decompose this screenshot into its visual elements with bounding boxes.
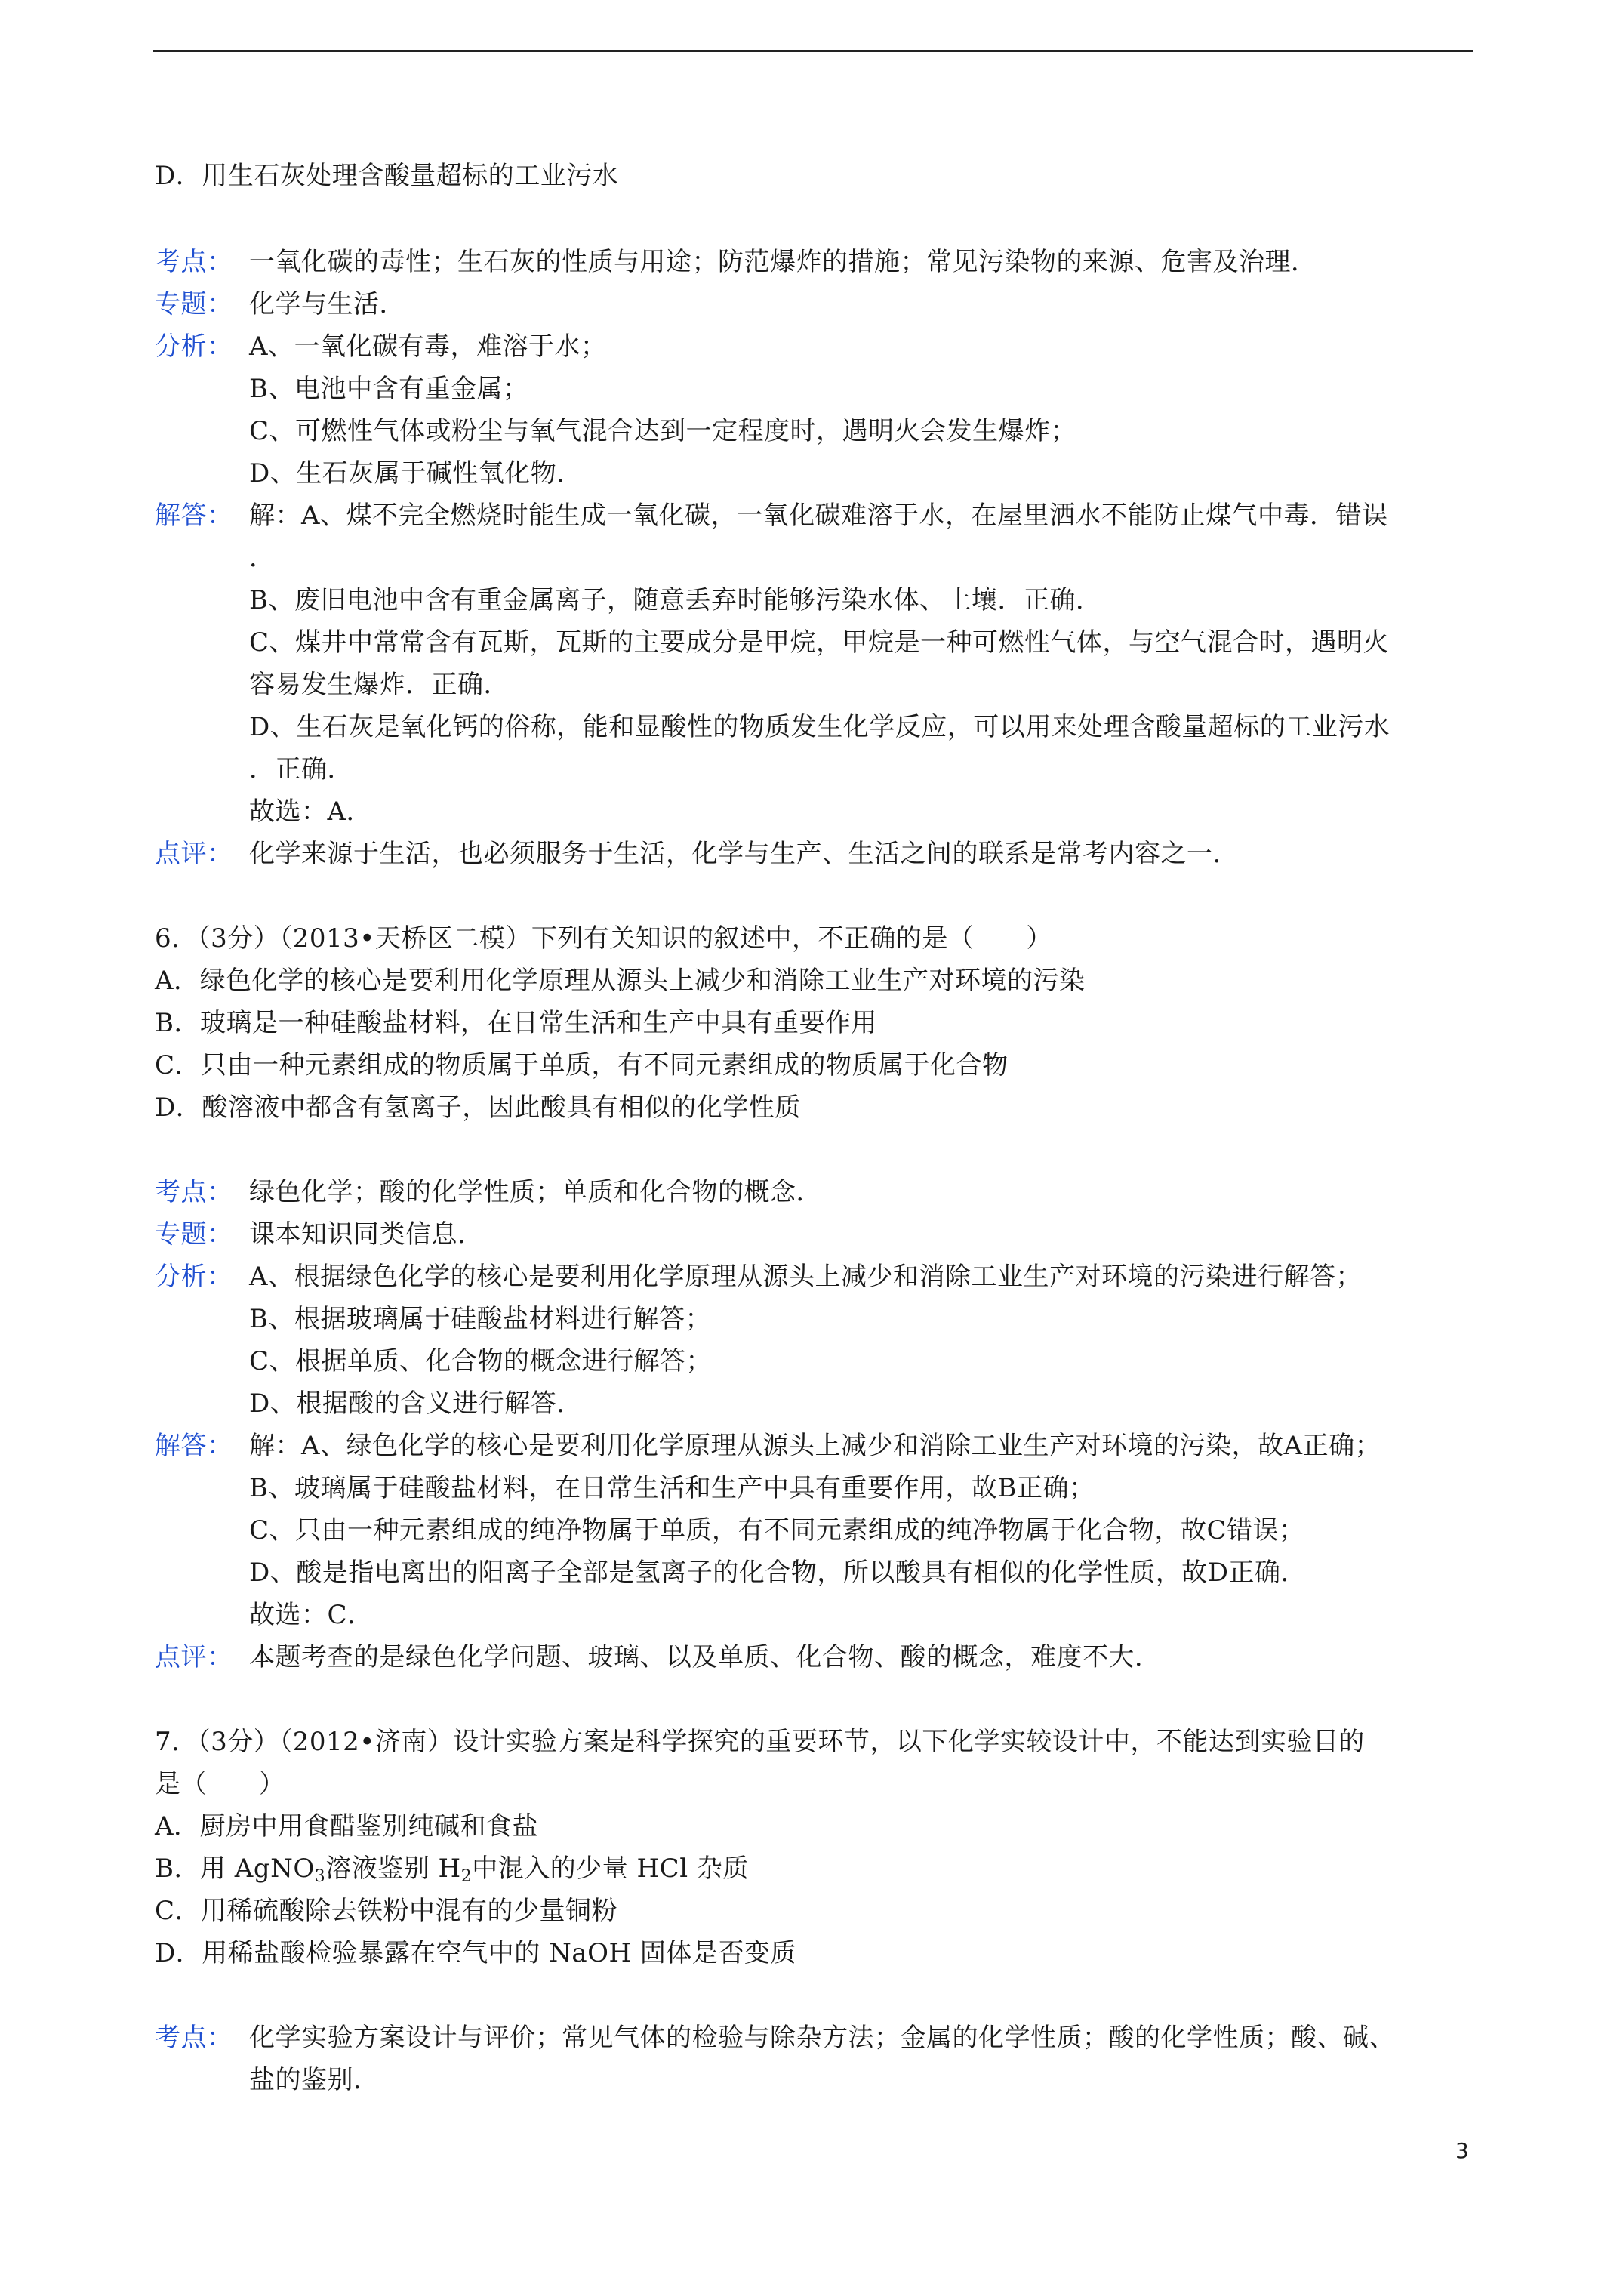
- q5-jieda-line: 故选：A．: [249, 797, 373, 827]
- q5-jieda-line: ．: [249, 543, 276, 573]
- q6-fenxi-line: D、根据酸的含义进行解答．: [249, 1388, 583, 1419]
- q5-option-d: D．用生石灰处理含酸量超标的工业污水: [155, 161, 619, 191]
- q5-fenxi-label: 分析：: [155, 331, 233, 362]
- q5-dianping-label: 点评：: [155, 839, 233, 869]
- q6-stem: 6．（3分）（2013•天桥区二模）下列有关知识的叙述中，不正确的是（ ）: [155, 923, 1052, 954]
- q5-zhuanti-text: 化学与生活．: [249, 289, 405, 319]
- q6-option-b: B．玻璃是一种硅酸盐材料，在日常生活和生产中具有重要作用: [155, 1008, 877, 1038]
- q6-kaodian-label: 考点：: [155, 1177, 233, 1207]
- q5-jieda-line: 解：A、煤不完全燃烧时能生成一氧化碳，一氧化碳难溶于水，在屋里洒水不能防止煤气中毒．错误: [249, 501, 1388, 531]
- q6-zhuanti-label: 专题：: [155, 1219, 233, 1250]
- q6-option-a: A．绿色化学的核心是要利用化学原理从源头上减少和消除工业生产对环境的污染: [155, 966, 1086, 996]
- q7-kaodian-line2: 盐的鉴别．: [249, 2065, 380, 2095]
- q5-jieda-label: 解答：: [155, 501, 233, 531]
- q6-zhuanti-text: 课本知识同类信息．: [249, 1219, 484, 1250]
- q5-dianping-text: 化学来源于生活，也必须服务于生活，化学与生产、生活之间的联系是常考内容之一．: [249, 839, 1239, 869]
- page-number: 3: [1455, 2138, 1469, 2163]
- q5-jieda-line: B、废旧电池中含有重金属离子，随意丢弃时能够污染水体、土壤．正确．: [249, 585, 1102, 615]
- q5-jieda-line: 容易发生爆炸．正确．: [249, 670, 510, 700]
- q6-jieda-line: 解：A、绿色化学的核心是要利用化学原理从源头上减少和消除工业生产对环境的污染，故A正确；: [249, 1431, 1381, 1461]
- q7-option-b-subscript: 3: [314, 1867, 326, 1886]
- header-rule: [153, 50, 1473, 52]
- q5-kaodian-text: 一氧化碳的毒性；生石灰的性质与用途；防范爆炸的措施；常见污染物的来源、危害及治理．: [249, 247, 1317, 277]
- q7-option-b-subscript: 2: [460, 1867, 473, 1886]
- q6-kaodian-text: 绿色化学；酸的化学性质；单质和化合物的概念．: [249, 1177, 822, 1207]
- q5-fenxi-line: A、一氧化碳有毒，难溶于水；: [249, 331, 607, 362]
- q7-kaodian-line1: 化学实验方案设计与评价；常见气体的检验与除杂方法；金属的化学性质；酸的化学性质；酸、碱、: [249, 2023, 1395, 2053]
- q6-fenxi-line: A、根据绿色化学的核心是要利用化学原理从源头上减少和消除工业生产对环境的污染进行解答；: [249, 1262, 1363, 1292]
- q6-jieda-line: D、酸是指电离出的阳离子全部是氢离子的化合物，所以酸具有相似的化学性质，故D正确．: [249, 1558, 1307, 1588]
- q5-jieda-line: C、煤井中常常含有瓦斯，瓦斯的主要成分是甲烷，甲烷是一种可燃性气体，与空气混合时，遇明火: [249, 627, 1390, 658]
- q5-jieda-line: ．正确．: [249, 754, 353, 784]
- q5-kaodian-label: 考点：: [155, 247, 233, 277]
- q6-option-c: C．只由一种元素组成的物质属于单质，有不同元素组成的物质属于化合物: [155, 1050, 1009, 1080]
- q6-jieda-label: 解答：: [155, 1431, 233, 1461]
- q7-option-d: D．用稀盐酸检验暴露在空气中的 NaOH 固体是否变质: [155, 1938, 796, 1968]
- q5-fenxi-line: D、生石灰属于碱性氧化物．: [249, 458, 583, 488]
- q7-option-b-part: 中混入的少量 HCl 杂质: [472, 1854, 749, 1884]
- q5-jieda-line: D、生石灰是氧化钙的俗称，能和显酸性的物质发生化学反应，可以用来处理含酸量超标的工业污水: [249, 712, 1390, 742]
- q7-option-b: [155, 1851, 749, 1886]
- q6-fenxi-line: B、根据玻璃属于硅酸盐材料进行解答；: [249, 1304, 711, 1334]
- q6-fenxi-line: C、根据单质、化合物的概念进行解答；: [249, 1346, 713, 1376]
- q7-option-c: C．用稀硫酸除去铁粉中混有的少量铜粉: [155, 1896, 618, 1926]
- q6-dianping-label: 点评：: [155, 1642, 233, 1672]
- q7-stem-line2: 是（ ）: [155, 1769, 285, 1799]
- q7-option-a: A．厨房中用食醋鉴别纯碱和食盐: [155, 1811, 539, 1841]
- q5-fenxi-line: C、可燃性气体或粉尘与氧气混合达到一定程度时，遇明火会发生爆炸；: [249, 416, 1077, 446]
- q6-option-d: D．酸溶液中都含有氢离子，因此酸具有相似的化学性质: [155, 1093, 801, 1123]
- q6-jieda-line: 故选：C．: [249, 1600, 374, 1630]
- q7-option-b-part: 溶液鉴别 H: [325, 1854, 461, 1884]
- q7-stem-line1: 7．（3分）（2012•济南）设计实验方案是科学探究的重要环节，以下化学实较设计中，不能达到实验目的: [155, 1727, 1365, 1757]
- q6-fenxi-label: 分析：: [155, 1262, 233, 1292]
- q6-jieda-line: C、只由一种元素组成的纯净物属于单质，有不同元素组成的纯净物属于化合物，故C错误；: [249, 1515, 1305, 1546]
- q7-kaodian-label: 考点：: [155, 2023, 233, 2053]
- q7-option-b-part: B．用 AgNO: [155, 1854, 315, 1884]
- q5-fenxi-line: B、电池中含有重金属；: [249, 374, 529, 404]
- q6-dianping-text: 本题考查的是绿色化学问题、玻璃、以及单质、化合物、酸的概念，难度不大．: [249, 1642, 1161, 1672]
- q6-jieda-line: B、玻璃属于硅酸盐材料，在日常生活和生产中具有重要作用，故B正确；: [249, 1473, 1095, 1503]
- q5-zhuanti-label: 专题：: [155, 289, 233, 319]
